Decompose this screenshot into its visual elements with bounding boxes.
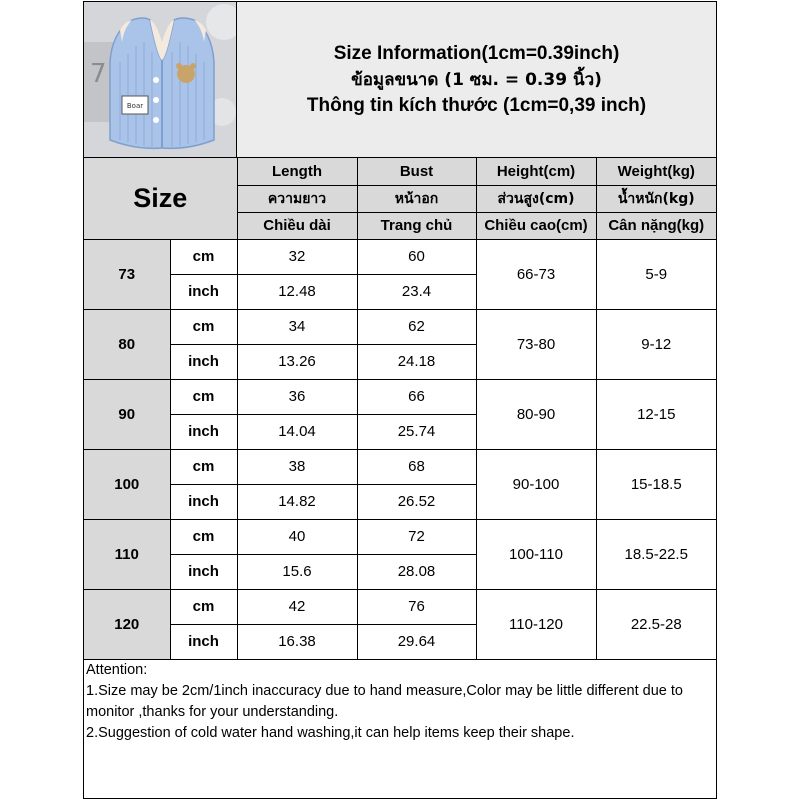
bust-inch: 28.08 bbox=[357, 554, 476, 589]
bust-cm: 68 bbox=[357, 449, 476, 484]
table-row bbox=[84, 309, 716, 344]
header-weight-vi: Cân nặng(kg) bbox=[596, 212, 716, 239]
unit-cm: cm bbox=[170, 519, 237, 554]
header-bust-th: หน้าอก bbox=[357, 185, 476, 212]
attention-notes bbox=[86, 660, 714, 744]
size-value: 110 bbox=[84, 519, 170, 589]
bust-cm: 76 bbox=[357, 589, 476, 624]
weight-range: 18.5-22.5 bbox=[596, 519, 716, 589]
height-range: 66-73 bbox=[476, 239, 596, 309]
notes-line-2: 2.Suggestion of cold water hand washing,it can help items keep their shape. bbox=[86, 725, 575, 741]
unit-cm: cm bbox=[170, 589, 237, 624]
size-value: 100 bbox=[84, 449, 170, 519]
header-weight-th: น้ำหนัก(kg) bbox=[596, 185, 716, 212]
size-value: 73 bbox=[84, 239, 170, 309]
length-inch: 15.6 bbox=[237, 554, 357, 589]
header-height-en: Height(cm) bbox=[476, 158, 596, 185]
bust-inch: 29.64 bbox=[357, 624, 476, 659]
title-english: Size Information(1cm=0.39inch) bbox=[333, 42, 620, 64]
header-length-th: ความยาว bbox=[237, 185, 357, 212]
baby-vest-icon bbox=[84, 2, 237, 157]
length-cm: 40 bbox=[237, 519, 357, 554]
height-range: 80-90 bbox=[476, 379, 596, 449]
bust-inch: 23.4 bbox=[357, 274, 476, 309]
size-chart bbox=[83, 1, 717, 799]
unit-cm: cm bbox=[170, 309, 237, 344]
title-block bbox=[237, 2, 716, 157]
weight-range: 15-18.5 bbox=[596, 449, 716, 519]
header-height-vi: Chiều cao(cm) bbox=[476, 212, 596, 239]
length-cm: 42 bbox=[237, 589, 357, 624]
unit-inch: inch bbox=[170, 274, 237, 309]
weight-range: 5-9 bbox=[596, 239, 716, 309]
length-cm: 32 bbox=[237, 239, 357, 274]
vest-badge-text: Boar bbox=[126, 102, 144, 110]
product-photo bbox=[84, 2, 237, 157]
header-bust-en: Bust bbox=[357, 158, 476, 185]
size-value: 90 bbox=[84, 379, 170, 449]
bust-inch: 26.52 bbox=[357, 484, 476, 519]
size-value: 120 bbox=[84, 589, 170, 659]
length-inch: 14.82 bbox=[237, 484, 357, 519]
table-row bbox=[84, 589, 716, 624]
length-inch: 16.38 bbox=[237, 624, 357, 659]
unit-cm: cm bbox=[170, 379, 237, 414]
table-row bbox=[84, 379, 716, 414]
table-row bbox=[84, 239, 716, 274]
unit-cm: cm bbox=[170, 449, 237, 484]
unit-inch: inch bbox=[170, 414, 237, 449]
weight-range: 9-12 bbox=[596, 309, 716, 379]
length-cm: 38 bbox=[237, 449, 357, 484]
size-value: 80 bbox=[84, 309, 170, 379]
bust-inch: 24.18 bbox=[357, 344, 476, 379]
bust-cm: 66 bbox=[357, 379, 476, 414]
weight-range: 12-15 bbox=[596, 379, 716, 449]
bust-cm: 60 bbox=[357, 239, 476, 274]
height-range: 110-120 bbox=[476, 589, 596, 659]
size-header: Size bbox=[84, 158, 237, 239]
svg-text:7: 7 bbox=[90, 59, 107, 89]
bust-cm: 72 bbox=[357, 519, 476, 554]
notes-heading: Attention: bbox=[86, 662, 148, 678]
header bbox=[84, 2, 716, 158]
unit-inch: inch bbox=[170, 344, 237, 379]
length-inch: 13.26 bbox=[237, 344, 357, 379]
title-thai: ข้อมูลขนาด (1 ซม. = 0.39 นิ้ว) bbox=[351, 69, 602, 90]
length-inch: 14.04 bbox=[237, 414, 357, 449]
table-row bbox=[84, 519, 716, 554]
length-inch: 12.48 bbox=[237, 274, 357, 309]
header-height-th: ส่วนสูง(cm) bbox=[476, 185, 596, 212]
height-range: 100-110 bbox=[476, 519, 596, 589]
header-length-en: Length bbox=[237, 158, 357, 185]
notes-line-1: 1.Size may be 2cm/1inch inaccuracy due to hand measure,Color may be little different due to monitor ,thanks for your understanding. bbox=[86, 683, 683, 720]
unit-inch: inch bbox=[170, 484, 237, 519]
weight-range: 22.5-28 bbox=[596, 589, 716, 659]
size-table bbox=[84, 158, 716, 660]
unit-cm: cm bbox=[170, 239, 237, 274]
header-bust-vi: Trang chủ bbox=[357, 212, 476, 239]
bust-inch: 25.74 bbox=[357, 414, 476, 449]
length-cm: 36 bbox=[237, 379, 357, 414]
unit-inch: inch bbox=[170, 554, 237, 589]
unit-inch: inch bbox=[170, 624, 237, 659]
header-length-vi: Chiều dài bbox=[237, 212, 357, 239]
title-vietnamese: Thông tin kích thước (1cm=0,39 inch) bbox=[306, 94, 647, 116]
header-weight-en: Weight(kg) bbox=[596, 158, 716, 185]
bust-cm: 62 bbox=[357, 309, 476, 344]
height-range: 73-80 bbox=[476, 309, 596, 379]
height-range: 90-100 bbox=[476, 449, 596, 519]
table-row bbox=[84, 449, 716, 484]
length-cm: 34 bbox=[237, 309, 357, 344]
